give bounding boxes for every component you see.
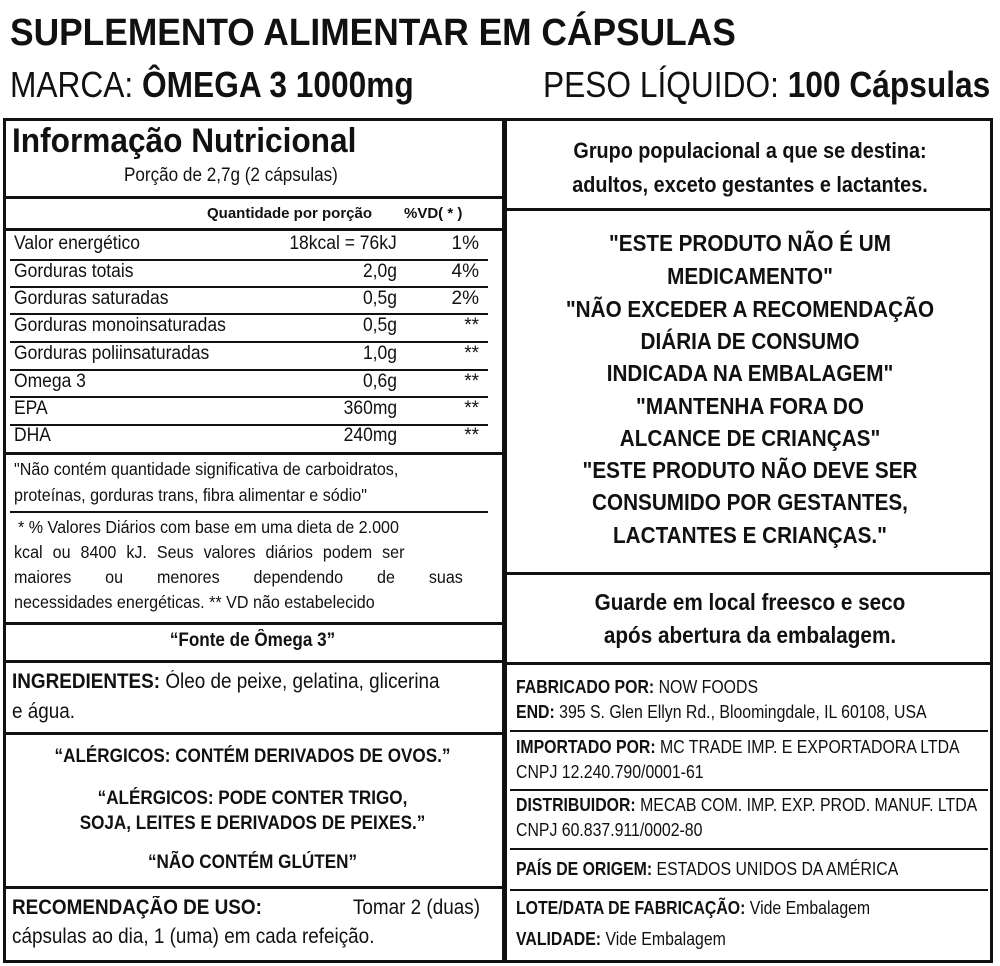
nutrition-row bbox=[10, 369, 485, 396]
address-line bbox=[516, 702, 927, 723]
section-divider bbox=[6, 886, 502, 889]
portion-text: Porção de 2,7g (2 cápsulas) bbox=[124, 165, 338, 186]
ingredients-label: INGREDIENTES: bbox=[12, 670, 161, 693]
info-divider bbox=[510, 848, 988, 850]
nutrition-row bbox=[10, 423, 485, 450]
warning-line: ALCANCE DE CRIANÇAS" bbox=[619, 425, 881, 451]
warning-line: MEDICAMENTO" bbox=[667, 263, 833, 289]
address-value: 395 S. Glen Ellyn Rd., Bloomingdale, IL 60108, USA bbox=[559, 702, 927, 722]
ingredients-text: Óleo de peixe, gelatina, glicerina bbox=[165, 670, 440, 693]
distributor-label: DISTRIBUIDOR: bbox=[516, 795, 636, 815]
column-header-quantity: Quantidade por porção bbox=[207, 205, 373, 222]
nutrient-vd: ** bbox=[464, 371, 479, 392]
section-divider bbox=[507, 572, 990, 575]
warning-line: DIÁRIA DE CONSUMO bbox=[640, 328, 860, 354]
lot-label: LOTE/DATA DE FABRICAÇÃO: bbox=[516, 898, 746, 918]
nutrient-quantity: 0,6g bbox=[362, 371, 397, 392]
nutrient-vd: ** bbox=[464, 343, 479, 364]
usage-text-cont: cápsulas ao dia, 1 (uma) em cada refeição. bbox=[12, 925, 375, 948]
warning-line: "MANTENHA FORA DO bbox=[636, 393, 864, 419]
target-group-line: adultos, exceto gestantes e lactantes. bbox=[572, 172, 928, 197]
vd-note: kcal ou 8400 kJ. Seus valores diários podem ser bbox=[14, 542, 405, 562]
usage-text: Tomar 2 (duas) bbox=[352, 896, 480, 919]
nutrient-vd: 1% bbox=[451, 233, 479, 254]
section-divider bbox=[6, 732, 502, 735]
nutrition-row bbox=[10, 313, 485, 340]
section-divider bbox=[6, 622, 502, 625]
validity-line bbox=[516, 929, 726, 950]
nutrient-name: Gorduras poliinsaturadas bbox=[14, 343, 210, 364]
weight-label: PESO LÍQUIDO: bbox=[542, 64, 779, 105]
nutrient-quantity: 18kcal = 76kJ bbox=[289, 233, 397, 254]
usage-line bbox=[12, 896, 480, 920]
warning-line: INDICADA NA EMBALAGEM" bbox=[606, 360, 894, 386]
nutrient-name: Omega 3 bbox=[14, 371, 86, 392]
info-divider bbox=[510, 789, 988, 791]
vd-note: * % Valores Diários com base em uma dieta de 2.000 bbox=[18, 517, 399, 537]
nutrient-quantity: 0,5g bbox=[362, 315, 397, 336]
importer-line bbox=[516, 737, 960, 758]
allergen-traces-cont: SOJA, LEITES E DERIVADOS DE PEIXES.” bbox=[79, 813, 426, 834]
nutrition-row bbox=[10, 231, 485, 258]
manufacturer-value: NOW FOODS bbox=[658, 677, 759, 697]
nutrient-name: Gorduras totais bbox=[14, 261, 134, 282]
warning-line: CONSUMIDO POR GESTANTES, bbox=[592, 489, 908, 515]
nutrient-vd: ** bbox=[464, 315, 479, 336]
origin-label: PAÍS DE ORIGEM: bbox=[516, 859, 653, 879]
note-divider bbox=[10, 511, 488, 513]
allergen-eggs: “ALÉRGICOS: CONTÉM DERIVADOS DE OVOS.” bbox=[54, 746, 451, 767]
warning-line: "ESTE PRODUTO NÃO DEVE SER bbox=[582, 457, 918, 483]
nutrition-row bbox=[10, 259, 485, 286]
warning-line: "ESTE PRODUTO NÃO É UM bbox=[608, 230, 892, 256]
nutrition-row bbox=[10, 396, 485, 423]
storage-line: Guarde em local freesco e seco bbox=[594, 589, 906, 615]
nutrient-vd: 4% bbox=[451, 261, 479, 282]
distributor-cnpj: CNPJ 60.837.911/0002-80 bbox=[516, 820, 703, 840]
target-group-line: Grupo populacional a que se destina: bbox=[573, 138, 927, 163]
origin-value: ESTADOS UNIDOS DA AMÉRICA bbox=[656, 859, 899, 879]
weight-block bbox=[543, 64, 990, 106]
nutrient-name: DHA bbox=[14, 425, 51, 446]
warning-line: LACTANTES E CRIANÇAS." bbox=[613, 522, 887, 548]
brand-block bbox=[10, 64, 414, 106]
info-divider bbox=[510, 889, 988, 891]
storage-line: após abertura da embalagem. bbox=[603, 622, 897, 648]
nutrition-divider bbox=[6, 196, 502, 199]
gluten-free-claim: “NÃO CONTÉM GLÚTEN” bbox=[148, 852, 357, 873]
nutrient-name: EPA bbox=[14, 398, 48, 419]
distributor-value: MECAB COM. IMP. EXP. PROD. MANUF. LTDA bbox=[640, 795, 978, 815]
lot-value: Vide Embalagem bbox=[749, 898, 871, 918]
nutrient-quantity: 2,0g bbox=[362, 261, 397, 282]
ingredients-line bbox=[12, 670, 440, 694]
nutrient-quantity: 240mg bbox=[343, 425, 397, 446]
importer-value: MC TRADE IMP. E EXPORTADORA LTDA bbox=[660, 737, 960, 757]
importer-label: IMPORTADO POR: bbox=[516, 737, 656, 757]
nutrition-note: "Não contém quantidade significativa de carboidratos, bbox=[14, 459, 399, 479]
section-divider bbox=[6, 660, 502, 663]
validity-label: VALIDADE: bbox=[516, 929, 602, 949]
validity-value: Vide Embalagem bbox=[605, 929, 726, 949]
nutrient-quantity: 360mg bbox=[343, 398, 397, 419]
column-divider bbox=[502, 118, 507, 963]
nutrition-note: proteínas, gorduras trans, fibra alimentar e sódio" bbox=[14, 485, 367, 505]
nutrient-quantity: 1,0g bbox=[362, 343, 397, 364]
weight-value: 100 Cápsulas bbox=[787, 64, 990, 105]
brand-value: ÔMEGA 3 1000mg bbox=[142, 64, 414, 105]
column-header-vd: %VD( * ) bbox=[404, 205, 463, 222]
importer-cnpj: CNPJ 12.240.790/0001-61 bbox=[516, 762, 704, 782]
allergen-traces: “ALÉRGICOS: PODE CONTER TRIGO, bbox=[97, 788, 408, 809]
origin-line bbox=[516, 859, 898, 880]
nutrient-vd: ** bbox=[464, 398, 479, 419]
nutrition-divider bbox=[6, 452, 502, 455]
nutrient-vd: 2% bbox=[451, 288, 479, 309]
nutrient-name: Gorduras saturadas bbox=[14, 288, 169, 309]
section-divider bbox=[507, 662, 990, 665]
nutrient-name: Valor energético bbox=[14, 233, 140, 254]
nutrition-row bbox=[10, 286, 485, 313]
distributor-line bbox=[516, 795, 977, 816]
info-divider bbox=[510, 730, 988, 732]
ingredients-text-cont: e água. bbox=[12, 700, 76, 723]
nutrient-name: Gorduras monoinsaturadas bbox=[14, 315, 226, 336]
manufacturer-label: FABRICADO POR: bbox=[516, 677, 655, 697]
nutrient-quantity: 0,5g bbox=[362, 288, 397, 309]
omega-source-claim: “Fonte de Ômega 3” bbox=[169, 630, 336, 651]
nutrition-row bbox=[10, 341, 485, 368]
nutrient-vd: ** bbox=[464, 425, 479, 446]
vd-note: maiores ou menores dependendo de suas bbox=[14, 567, 463, 587]
section-divider bbox=[507, 208, 990, 211]
vd-note: necessidades energéticas. ** VD não estabelecido bbox=[14, 592, 375, 612]
brand-label: MARCA: bbox=[10, 64, 134, 105]
warning-line: "NÃO EXCEDER A RECOMENDAÇÃO bbox=[565, 296, 935, 322]
nutrition-title: Informação Nutricional bbox=[12, 122, 357, 160]
address-label: END: bbox=[516, 702, 555, 722]
product-title: SUPLEMENTO ALIMENTAR EM CÁPSULAS bbox=[10, 12, 736, 54]
lot-line bbox=[516, 898, 870, 919]
manufacturer-line bbox=[516, 677, 758, 698]
usage-label: RECOMENDAÇÃO DE USO: bbox=[12, 896, 262, 919]
